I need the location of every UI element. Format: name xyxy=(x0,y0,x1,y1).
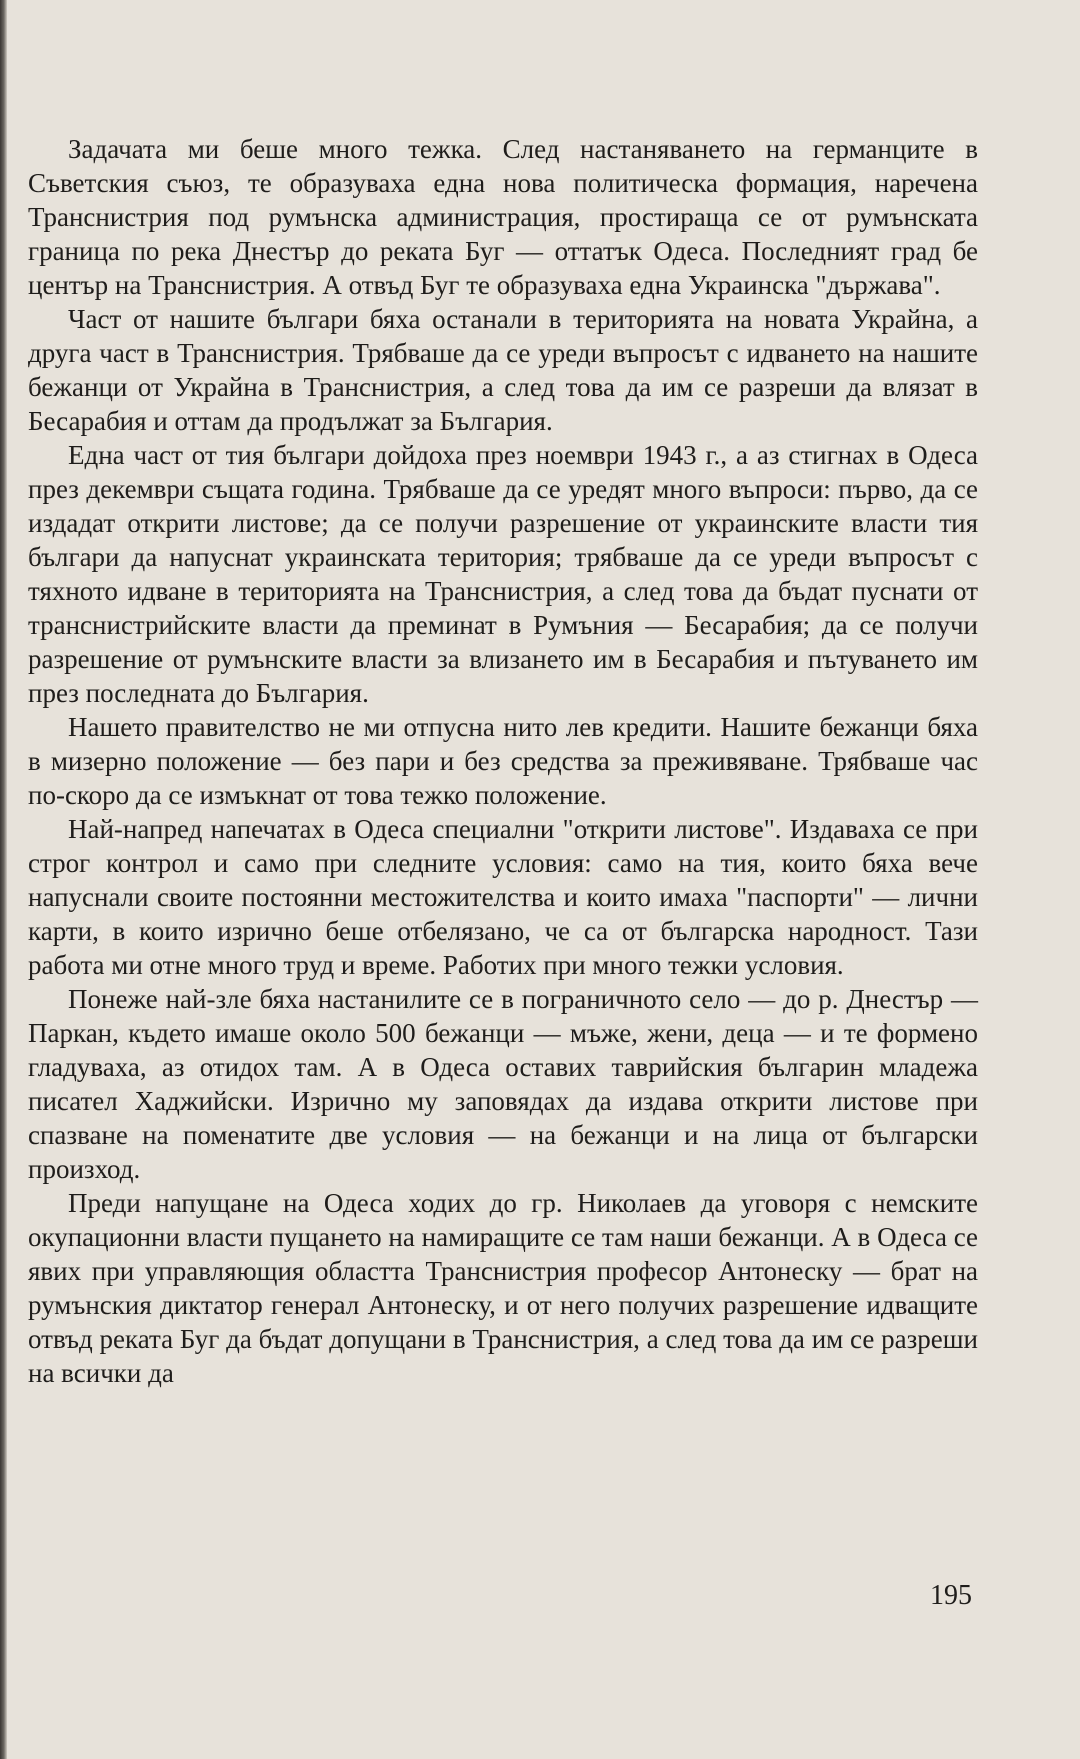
page-number: 195 xyxy=(930,1580,972,1611)
paragraph: Преди напущане на Одеса ходих до гр. Николаев да уговоря с немските окупационни власти пущането на намиращите се там наши бежанци. А в Одеса се явих при управляющия областта Транснистрия професор Антонеску — брат на румънския диктатор генерал Антонеску, и от него получих разрешение идващите отвъд реката Буг да бъдат допущани в Транснистрия, а след това да им се разреши на всички да xyxy=(28,1188,978,1388)
paragraph: Понеже най-зле бяха настанилите се в пограничното село — до р. Днестър — Паркан, където имаше около 500 бежанци — мъже, жени, деца — и те формено гладуваха, аз отидох там. А в Одеса оставих таврийския българин младежа писател Хаджийски. Изрично му заповядах да издава открити листове при спазване на поменатите две условия — на бежанци и на лица от български произход. xyxy=(28,984,978,1184)
paragraph: Най-напред напечатах в Одеса специални "открити листове". Издаваха се при строг контрол и само при следните условия: само на тия, които бяха вече напуснали своите постоянни местожителства и които имаха "паспорти" — лични карти, в които изрично беше отбелязано, че са от българска народност. Тази работа ми отне много труд и време. Работих при много тежки условия. xyxy=(28,814,978,980)
paragraph: Една част от тия българи дойдоха през ноември 1943 г., а аз стигнах в Одеса през декември същата година. Трябваше да се уредят много въпроси: първо, да се издадат открити листове; да се получи разрешение от украинските власти тия българи да напуснат украинската територия; трябваше да се уреди въпросът с тяхното идване в територията на Транснистрия, а след това да бъдат пуснати от транснистрийските власти да преминат в Румъния — Бесарабия; да се получи разрешение от румънските власти за влизането им в Бесарабия и пътуването им през последната до България. xyxy=(28,440,978,708)
book-binding-edge xyxy=(0,0,7,1759)
body-text xyxy=(28,132,978,1390)
paragraph: Нашето правителство не ми отпусна нито лев кредити. Нашите бежанци бяха в мизерно положение — без пари и без средства за преживяване. Трябваше час по-скоро да се измъкнат от това тежко положение. xyxy=(28,712,978,810)
paragraph: Задачата ми беше много тежка. След настаняването на германците в Съветския съюз, те образуваха една нова политическа формация, наречена Транснистрия под румънска администрация, простираща се от румънската граница по река Днестър до реката Буг — оттатък Одеса. Последният град бе център на Транснистрия. А отвъд Буг те образуваха една Украинска "държава". xyxy=(28,134,978,300)
paragraph: Част от нашите българи бяха останали в територията на новата Украйна, а друга част в Транснистрия. Трябваше да се уреди въпросът с идването на нашите бежанци от Украйна в Транснистрия, а след това да им се разреши да влязат в Бесарабия и оттам да продължат за България. xyxy=(28,304,978,436)
